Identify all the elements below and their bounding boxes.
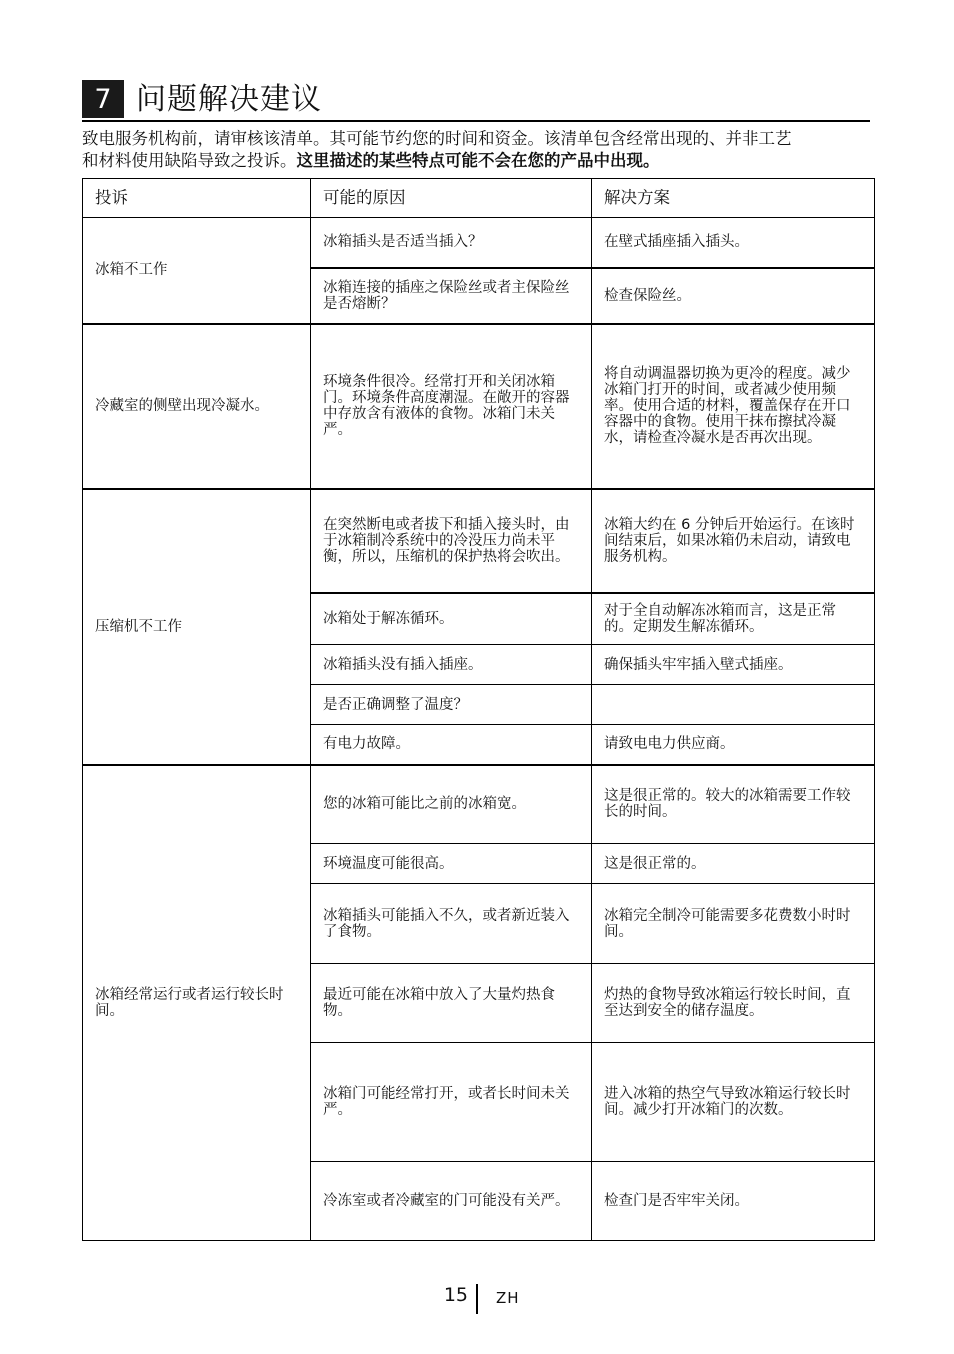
table-row <box>83 218 875 268</box>
troubleshooting-table <box>82 178 875 1241</box>
reason-cell: 环境条件很冷。经常打开和关闭冰箱门。环境条件高度潮湿。在敞开的容器中存放含有液体的食物。冰箱门未关严。 <box>311 324 592 489</box>
intro-line-2-bold: 这里描述的某些特点可能不会在您的产品中出现。 <box>296 151 660 170</box>
solution-cell: 确保插头牢牢插入壁式插座。 <box>592 645 875 685</box>
reason-cell: 有电力故障。 <box>311 725 592 765</box>
solution-cell: 检查门是否牢牢关闭。 <box>592 1162 875 1241</box>
reason-cell: 冰箱门可能经常打开，或者长时间未关严。 <box>311 1043 592 1162</box>
intro-paragraph <box>82 128 872 172</box>
section-title: 问题解决建议 <box>136 82 322 117</box>
footer-divider <box>476 1284 478 1314</box>
solution-cell: 灼热的食物导致冰箱运行较长时间，直至达到安全的储存温度。 <box>592 964 875 1043</box>
header-complaint: 投诉 <box>83 179 311 218</box>
page-footer <box>0 1282 954 1312</box>
solution-cell: 冰箱大约在 6 分钟后开始运行。在该时间结束后，如果冰箱仍未启动，请致电服务机构。 <box>592 489 875 593</box>
language-code: ZH <box>496 1289 520 1307</box>
reason-cell: 是否正确调整了温度？ <box>311 685 592 725</box>
complaint-cell: 冷藏室的侧壁出现冷凝水。 <box>83 324 311 489</box>
intro-line-2 <box>82 150 872 172</box>
solution-cell: 检查保险丝。 <box>592 268 875 324</box>
solution-cell: 这是很正常的。较大的冰箱需要工作较长的时间。 <box>592 765 875 844</box>
table-row <box>83 324 875 489</box>
table-header-row <box>83 179 875 218</box>
solution-cell: 请致电电力供应商。 <box>592 725 875 765</box>
section-header <box>82 80 870 122</box>
solution-cell: 在壁式插座插入插头。 <box>592 218 875 268</box>
reason-cell: 冰箱连接的插座之保险丝或者主保险丝是否熔断？ <box>311 268 592 324</box>
solution-cell <box>592 685 875 725</box>
section-number: 7 <box>82 80 124 118</box>
solution-cell: 对于全自动解冻冰箱而言，这是正常的。定期发生解冻循环。 <box>592 593 875 645</box>
intro-line-1: 致电服务机构前，请审核该清单。其可能节约您的时间和资金。该清单包含经常出现的、并非工艺 <box>82 129 792 148</box>
page-number: 15 <box>443 1284 468 1306</box>
solution-cell: 将自动调温器切换为更冷的程度。减少冰箱门打开的时间，或者减少使用频率。使用合适的材料，覆盖保存在开口容器中的食物。使用干抹布擦拭冷凝水，请检查冷凝水是否再次出现。 <box>592 324 875 489</box>
solution-cell: 这是很正常的。 <box>592 844 875 884</box>
complaint-cell: 冰箱经常运行或者运行较长时间。 <box>83 765 311 1241</box>
intro-line-2-plain: 和材料使用缺陷导致之投诉。 <box>82 151 297 170</box>
header-solution: 解决方案 <box>592 179 875 218</box>
table-row <box>83 765 875 844</box>
reason-cell: 您的冰箱可能比之前的冰箱宽。 <box>311 765 592 844</box>
reason-cell: 环境温度可能很高。 <box>311 844 592 884</box>
reason-cell: 冰箱插头没有插入插座。 <box>311 645 592 685</box>
complaint-cell: 压缩机不工作 <box>83 489 311 765</box>
table-row <box>83 489 875 593</box>
reason-cell: 冰箱处于解冻循环。 <box>311 593 592 645</box>
reason-cell: 最近可能在冰箱中放入了大量灼热食物。 <box>311 964 592 1043</box>
header-reason: 可能的原因 <box>311 179 592 218</box>
complaint-cell: 冰箱不工作 <box>83 218 311 324</box>
reason-cell: 冷冻室或者冷藏室的门可能没有关严。 <box>311 1162 592 1241</box>
reason-cell: 冰箱插头可能插入不久，或者新近装入了食物。 <box>311 884 592 964</box>
solution-cell: 进入冰箱的热空气导致冰箱运行较长时间。减少打开冰箱门的次数。 <box>592 1043 875 1162</box>
solution-cell: 冰箱完全制冷可能需要多花费数小时时间。 <box>592 884 875 964</box>
reason-cell: 在突然断电或者拔下和插入接头时，由于冰箱制冷系统中的冷没压力尚未平衡，所以，压缩机的保护热将会吹出。 <box>311 489 592 593</box>
reason-cell: 冰箱插头是否适当插入？ <box>311 218 592 268</box>
